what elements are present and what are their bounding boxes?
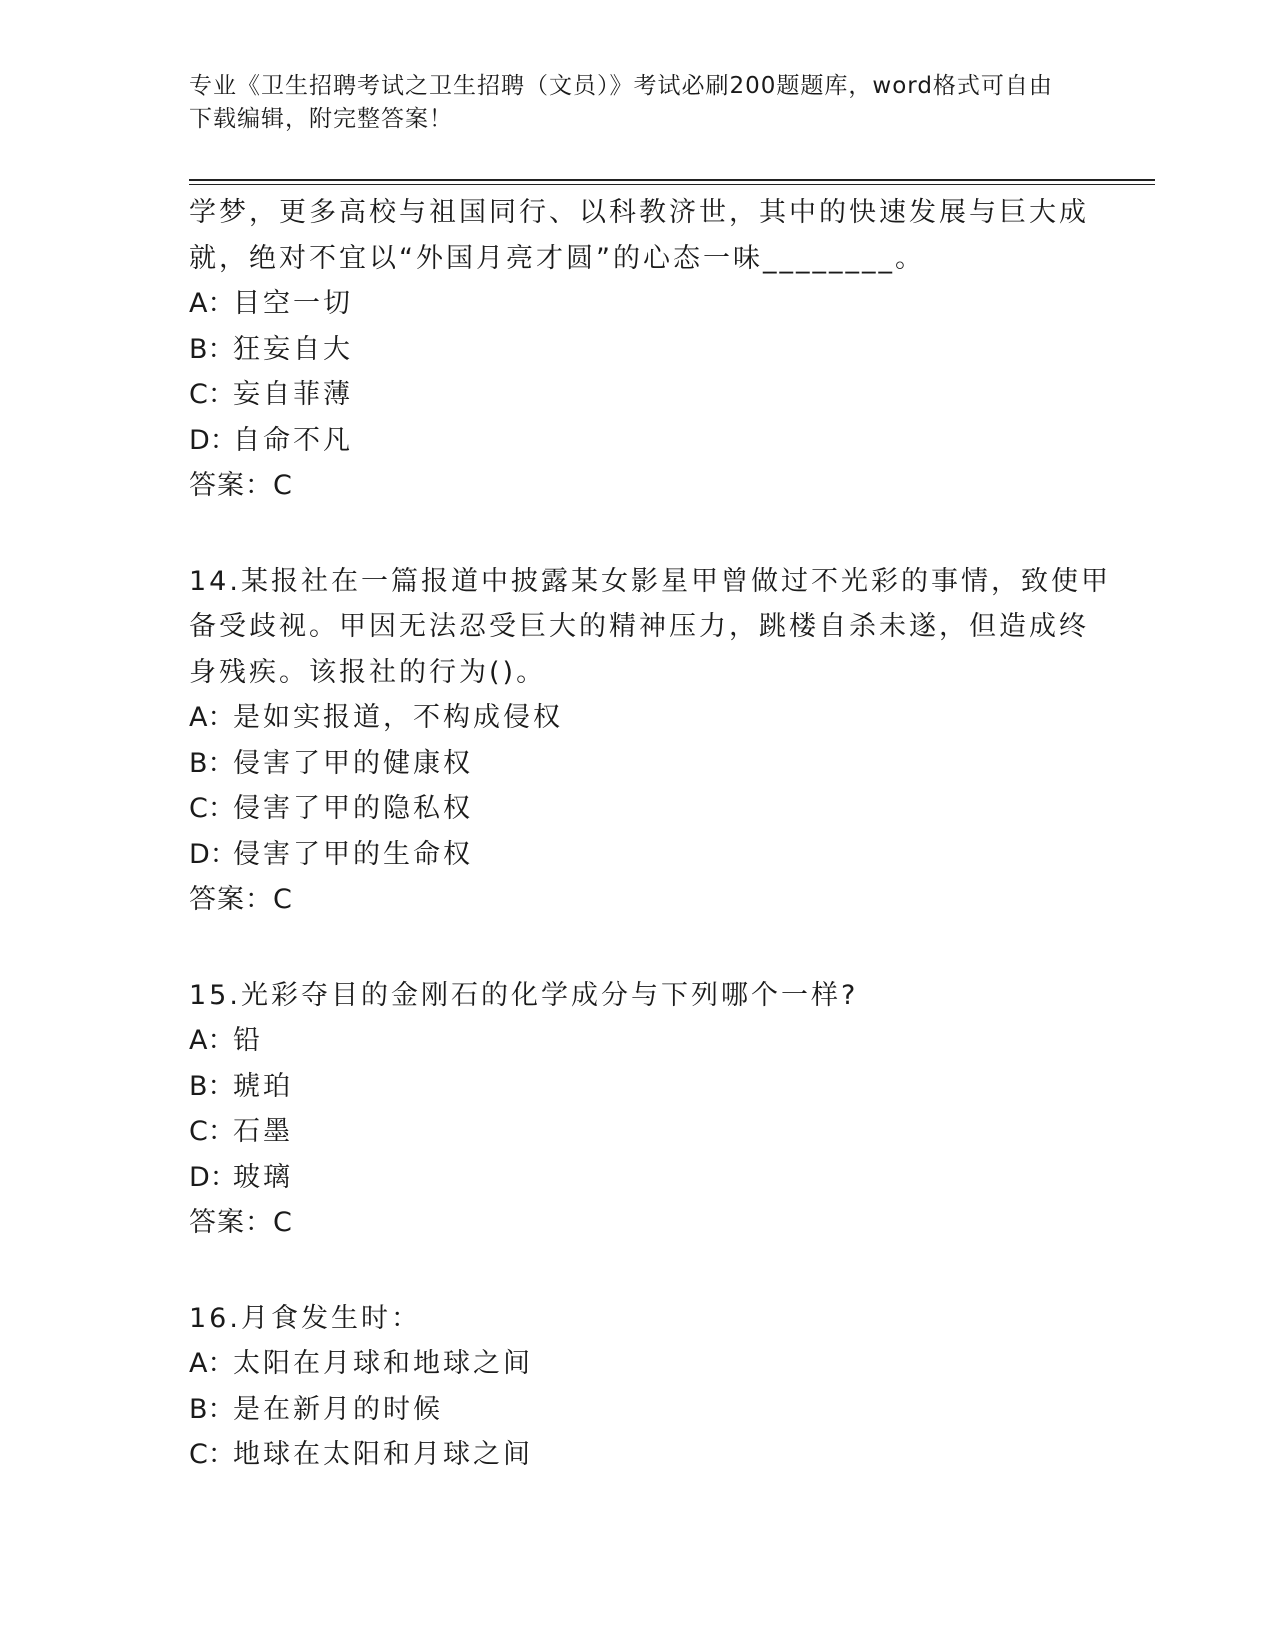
- header-divider-thin: [189, 184, 1155, 185]
- option-text: 侵害了甲的隐私权: [233, 793, 473, 824]
- question-stem-line: 身残疾。该报社的行为()。: [189, 656, 547, 688]
- answer-line: 答案：C: [189, 884, 293, 915]
- option-text: 自命不凡: [233, 424, 353, 456]
- option-text: 妄自菲薄: [233, 379, 353, 410]
- option-key: A：: [189, 702, 235, 733]
- document-header: 专业《卫生招聘考试之卫生招聘（文员）》考试必刷200题题库，word格式可自由下载编辑，附完整答案！: [189, 73, 1053, 132]
- question-stem-line: 就，绝对不宜以“外国月亮才圆”的心态一味________。: [189, 242, 925, 274]
- option-text: 是在新月的时候: [233, 1393, 443, 1425]
- header-divider-thick: [189, 179, 1155, 181]
- option-key: C：: [189, 1116, 235, 1147]
- option-c: [189, 1109, 1089, 1155]
- question-15: [189, 973, 1089, 1246]
- question-stem-line: 学梦，更多高校与祖国同行、以科教济世，其中的快速发展与巨大成: [189, 197, 1089, 228]
- option-text: 铅: [233, 1025, 263, 1056]
- option-a: [189, 1341, 1089, 1387]
- question-stem-line: 备受歧视。甲因无法忍受巨大的精神压力，跳楼自杀未遂，但造成终: [189, 611, 1089, 642]
- spacer: [189, 509, 1089, 559]
- option-b: [189, 1387, 1089, 1433]
- question-14: [189, 559, 1111, 923]
- option-key: B：: [189, 747, 235, 779]
- question-stem-line: 16.月食发生时：: [189, 1302, 421, 1334]
- option-c: [189, 786, 1089, 832]
- question-13: [189, 190, 1089, 509]
- option-a: [189, 695, 1089, 741]
- option-key: A：: [189, 288, 235, 319]
- option-text: 侵害了甲的健康权: [233, 747, 473, 779]
- option-c: [189, 1432, 1089, 1478]
- question-stem-line: 14.某报社在一篇报道中披露某女影星甲曾做过不光彩的事情，致使甲: [189, 565, 1111, 597]
- option-key: D：: [189, 424, 237, 456]
- option-b: [189, 1064, 1089, 1110]
- option-key: B：: [189, 1393, 235, 1425]
- option-key: C：: [189, 379, 235, 410]
- option-b: [189, 327, 1089, 373]
- option-text: 太阳在月球和地球之间: [233, 1348, 533, 1379]
- option-b: [189, 741, 1089, 787]
- option-text: 侵害了甲的生命权: [233, 838, 473, 870]
- option-key: A：: [189, 1025, 235, 1056]
- question-16: [189, 1296, 1089, 1478]
- option-a: [189, 1018, 1089, 1064]
- option-key: D：: [189, 1161, 237, 1193]
- question-stem-line: 15.光彩夺目的金刚石的化学成分与下列哪个一样?: [189, 979, 859, 1011]
- option-c: [189, 372, 1089, 418]
- option-a: [189, 281, 1089, 327]
- option-text: 琥珀: [233, 1070, 293, 1102]
- option-d: [189, 418, 1089, 464]
- option-key: C：: [189, 793, 235, 824]
- question-list: [189, 190, 1111, 1478]
- option-text: 是如实报道，不构成侵权: [233, 702, 563, 733]
- option-d: [189, 1155, 1089, 1201]
- option-text: 目空一切: [233, 288, 353, 319]
- option-key: C：: [189, 1439, 235, 1470]
- answer-line: 答案：C: [189, 470, 293, 501]
- answer-line: 答案：C: [189, 1207, 293, 1238]
- option-text: 狂妄自大: [233, 333, 353, 365]
- spacer: [189, 1246, 1089, 1296]
- option-text: 玻璃: [233, 1161, 293, 1193]
- option-text: 石墨: [233, 1116, 293, 1147]
- spacer: [189, 923, 1089, 973]
- option-key: D：: [189, 838, 237, 870]
- option-key: A：: [189, 1348, 235, 1379]
- option-d: [189, 832, 1089, 878]
- option-key: B：: [189, 333, 235, 365]
- option-text: 地球在太阳和月球之间: [233, 1439, 533, 1470]
- option-key: B：: [189, 1070, 235, 1102]
